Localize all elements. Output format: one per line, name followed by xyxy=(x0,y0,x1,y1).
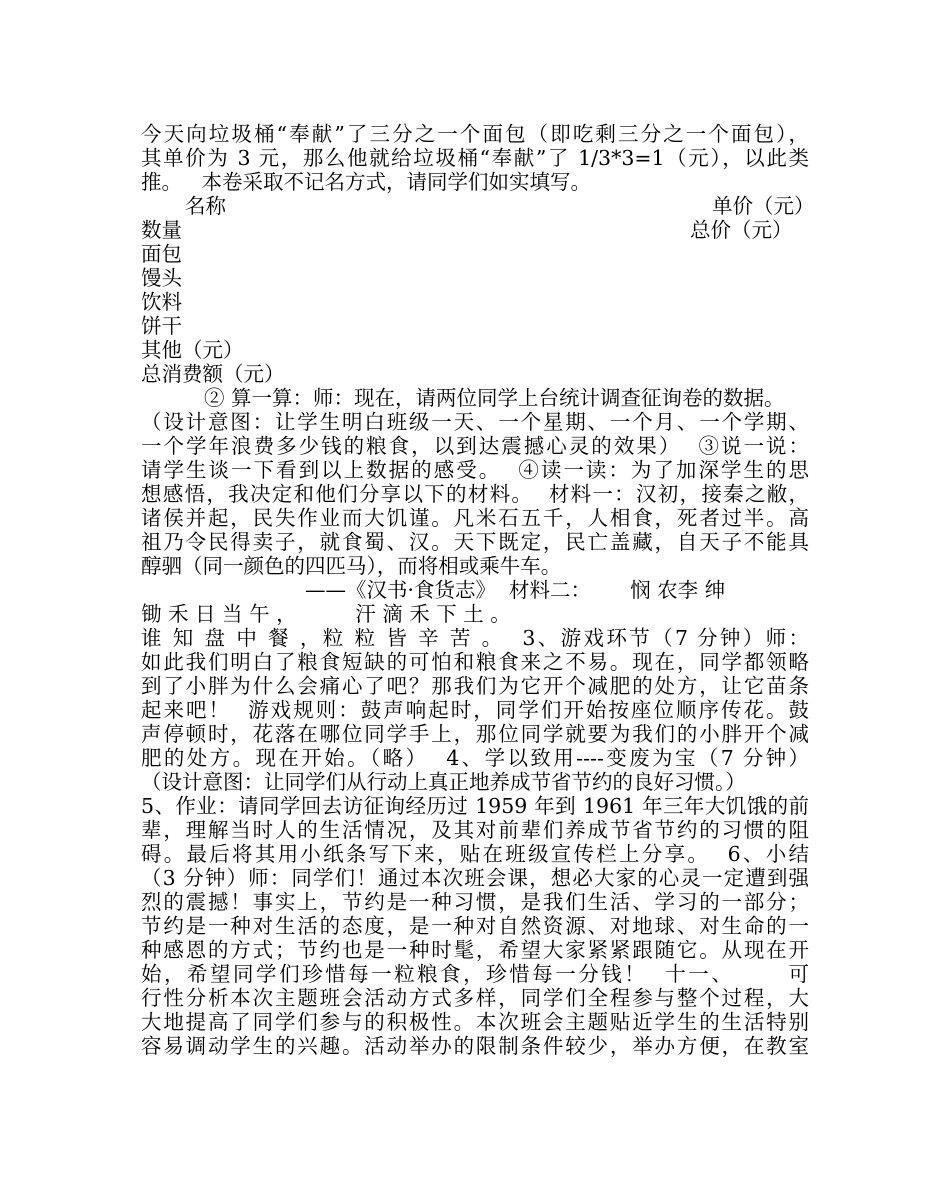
paragraph-line: （设计意图：让同学们从行动上真正地养成节省节约的良好习惯。） xyxy=(141,770,746,794)
table-header-name: 名称 xyxy=(185,194,226,218)
paragraph-line: （设计意图：让学生明白班级一天、一个星期、一个月、一个学期、 xyxy=(141,410,809,434)
table-header-total-price: 总价（元） xyxy=(690,218,793,242)
table-row-label: 馒头 xyxy=(141,266,182,290)
poem-line: 谁 知 盘 中 餐 ，粒 粒 皆 辛 苦 。 3、游戏环节（7 分钟）师： xyxy=(141,626,809,650)
paragraph-line: 推。 本卷采取不记名方式，请同学们如实填写。 xyxy=(141,170,592,194)
poem-line: 锄 禾 日 当 午 ， 汗 滴 禾 下 土 。 xyxy=(141,602,511,626)
paragraph-line: 想感悟，我决定和他们分享以下的材料。 材料一：汉初，接秦之敝， xyxy=(141,482,809,506)
table-row-label: 其他（元） xyxy=(141,338,244,362)
paragraph-line: （3 分钟）师：同学们！通过本次班会课，想必大家的心灵一定遭到强 xyxy=(141,866,809,890)
paragraph-line: 醇驷（同一颜色的四匹马），而将相或乘牛车。 xyxy=(141,554,562,578)
paragraph-line: 诸侯并起，民失作业而大饥谨。凡米石五千，人相食，死者过半。高 xyxy=(141,506,809,530)
paragraph-line: 节约是一种对生活的态度，是一种对自然资源、对地球、对生命的一 xyxy=(141,914,809,938)
paragraph-line: 烈的震撼！事实上，节约是一种习惯，是我们生活、学习的一部分； xyxy=(141,890,809,914)
table-row-label: 面包 xyxy=(141,242,182,266)
table-row-label: 饮料 xyxy=(141,290,182,314)
paragraph-line: 始，希望同学们珍惜每一粒粮食，珍惜每一分钱！ 十一、 可 xyxy=(141,962,809,986)
paragraph-line: 辈，理解当时人的生活情况，及其对前辈们养成节省节约的习惯的阻 xyxy=(141,818,809,842)
paragraph-line: 祖乃令民得卖子，就食蜀、汉。天下既定，民亡盖藏，自天子不能具 xyxy=(141,530,809,554)
paragraph-line: ② 算一算：师：现在，请两位同学上台统计调查征询卷的数据。 xyxy=(204,386,785,410)
paragraph-line: 请学生谈一下看到以上数据的感受。 ④读一读：为了加深学生的思 xyxy=(141,458,809,482)
paragraph-line: 容易调动学生的兴趣。活动举办的限制条件较少，举办方便，在教室 xyxy=(141,1034,809,1058)
paragraph-line: 如此我们明白了粮食短缺的可怕和粮食来之不易。现在，同学都领略 xyxy=(141,650,809,674)
paragraph-line: 声停顿时，花落在哪位同学手上，那位同学就要为我们的小胖开个减 xyxy=(141,722,809,746)
paragraph-line: 5、作业：请同学回去访征询经历过 1959 年到 1961 年三年大饥饿的前 xyxy=(141,794,809,818)
paragraph-line: 种感恩的方式；节约也是一种时髦，希望大家紧紧跟随它。从现在开 xyxy=(141,938,809,962)
table-header-unit-price: 单价（元） xyxy=(712,194,815,218)
paragraph-line: 到了小胖为什么会痛心了吧？那我们为它开个减肥的处方，让它苗条 xyxy=(141,674,809,698)
table-header-quantity: 数量 xyxy=(141,218,182,242)
paragraph-line: 碍。最后将其用小纸条写下来，贴在班级宣传栏上分享。 6、小结 xyxy=(141,842,809,866)
paragraph-line: 起来吧！ 游戏规则：鼓声响起时，同学们开始按座位顺序传花。鼓 xyxy=(141,698,809,722)
paragraph-line: 肥的处方。现在开始。（略） 4、学以致用----变废为宝（7 分钟） xyxy=(141,746,809,770)
table-row-label: 饼干 xyxy=(141,314,182,338)
table-row-label: 总消费额（元） xyxy=(141,362,285,386)
paragraph-line: 其单价为 3 元，那么他就给垃圾桶“奉献”了 1/3*3=1（元），以此类 xyxy=(141,146,809,170)
citation-line: ——《汉书·食货志》 材料二： 悯 农李 绅 xyxy=(305,578,726,602)
paragraph-line: 行性分析本次主题班会活动方式多样，同学们全程参与整个过程，大 xyxy=(141,986,809,1010)
paragraph-line: 大地提高了同学们参与的积极性。本次班会主题贴近学生的生活特别 xyxy=(141,1010,809,1034)
paragraph-line: 今天向垃圾桶“奉献”了三分之一个面包（即吃剩三分之一个面包）， xyxy=(141,122,809,146)
paragraph-line: 一个学年浪费多少钱的粮食，以到达震撼心灵的效果） ③说一说： xyxy=(141,434,809,458)
